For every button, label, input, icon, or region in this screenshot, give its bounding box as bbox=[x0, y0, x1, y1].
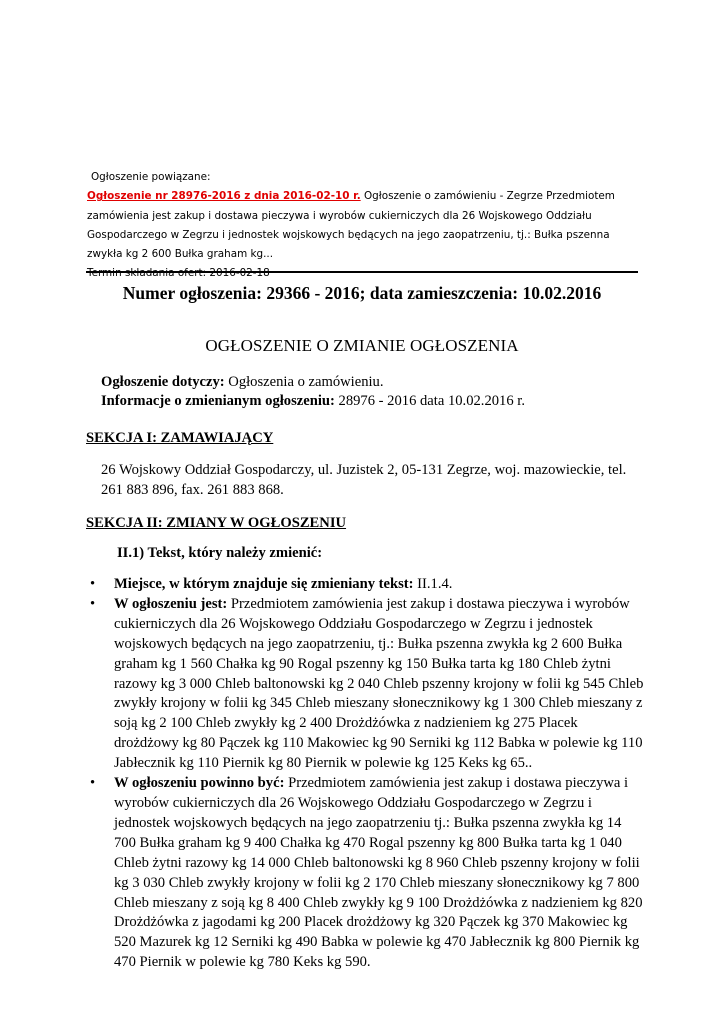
related-label: Ogłoszenie powiązane: bbox=[91, 171, 211, 183]
related-notice bbox=[87, 168, 647, 284]
section-2-heading: SEKCJA II: ZMIANY W OGŁOSZENIU bbox=[86, 515, 347, 531]
item-text: Przedmiotem zamówienia jest zakup i dostawa pieczywa i wyrobów cukierniczych dla 26 Wojskowego Oddziału Gospodarczego w Zegrzu i jednostek wojskowych będących na jego zaopatrzeniu, tj.: Bułka pszenna zwykła kg 2 600 Bułka graham kg 1 560 Chałka kg 90 Rogal pszenny kg 150 Bułka tarta kg 180 Chleb żytni razowy kg 3 000 Chleb baltonowski kg 2 040 Chleb pszenny krojony w folii kg 545 Chleb zwykły krojony w folii kg 345 Chleb mieszany słonecznikowy kg 1 300 Chleb mieszany z soją kg 2 100 Chleb zwykły kg 2 400 Drożdżówka z nadzieniem kg 275 Placek drożdżowy kg 80 Pączek kg 110 Makowiec kg 90 Serniki kg 112 Babka w polewie kg 110 Jabłecznik kg 110 Piernik kg 80 Piernik w polewie kg 125 Keks kg 65.. bbox=[114, 595, 644, 772]
notice-info bbox=[101, 373, 641, 410]
subsection-heading: II.1) Tekst, który należy zmienić: bbox=[117, 545, 323, 561]
changed-notice-info bbox=[101, 392, 641, 411]
related-notice-link[interactable]: Ogłoszenie nr 28976-2016 z dnia 2016-02-10 r. bbox=[87, 190, 361, 203]
notice-concerns-label: Ogłoszenie dotyczy: bbox=[101, 374, 225, 390]
changes-list bbox=[86, 575, 646, 973]
related-deadline: Termin składania ofert: 2016-02-18 bbox=[87, 267, 270, 280]
notice-concerns bbox=[101, 373, 641, 392]
item-label: Miejsce, w którym znajduje się zmieniany tekst: bbox=[114, 576, 414, 592]
page-title: OGŁOSZENIE O ZMIANIE OGŁOSZENIA bbox=[205, 336, 519, 355]
bullet-icon: • bbox=[90, 775, 96, 792]
related-body bbox=[87, 187, 647, 264]
changed-notice-info-value: 28976 - 2016 data 10.02.2016 r. bbox=[338, 392, 525, 409]
section-1-heading: SEKCJA I: ZAMAWIAJĄCY bbox=[86, 430, 274, 446]
notice-concerns-value: Ogłoszenia o zamówieniu. bbox=[228, 374, 384, 390]
list-item bbox=[86, 575, 646, 595]
contracting-authority-address: 26 Wojskowy Oddział Gospodarczy, ul. Juzistek 2, 05-131 Zegrze, woj. mazowieckie, tel. 261 883 896, fax. 261 883 868. bbox=[101, 462, 627, 498]
item-label: W ogłoszeniu powinno być: bbox=[114, 775, 285, 792]
related-summary: Ogłoszenie o zamówieniu - Zegrze Przedmiotem zamówienia jest zakup i dostawa pieczywa i wyrobów cukierniczych dla 26 Wojskowego Oddziału Gospodarczego w Zegrzu i jednostek wojskowych będących na jego zaopatrzeniu, tj.: Bułka pszenna zwykła kg 2 600 Bułka graham kg... bbox=[87, 190, 615, 261]
list-item bbox=[86, 595, 646, 774]
notice-number: Numer ogłoszenia: 29366 - 2016; data zamieszczenia: 10.02.2016 bbox=[122, 283, 602, 303]
divider bbox=[86, 271, 638, 273]
bullet-icon: • bbox=[90, 576, 96, 592]
item-text: II.1.4. bbox=[417, 576, 453, 592]
changed-notice-info-label: Informacje o zmienianym ogłoszeniu: bbox=[101, 392, 335, 409]
item-label: W ogłoszeniu jest: bbox=[114, 595, 228, 612]
list-item bbox=[86, 774, 646, 973]
item-text: Przedmiotem zamówienia jest zakup i dostawa pieczywa i wyrobów cukierniczych dla 26 Wojskowego Oddziału Gospodarczego w Zegrzu i jednostek wojskowych będących na jego zaopatrzeniu tj.: Bułka pszenna zwykła kg 14 700 Bułka graham kg 9 400 Chałka kg 470 Rogal pszenny kg 800 Bułka tarta kg 1 040 Chleb żytni razowy kg 14 000 Chleb baltonowski kg 8 960 Chleb pszenny krojony w folii kg 3 030 Chleb zwykły krojony w folii kg 2 170 Chleb mieszany słonecznikowy kg 7 800 Chleb mieszany z soją kg 8 400 Chleb zwykły kg 9 100 Drożdżówka z nadzieniem kg 820 Drożdżówka z jagodami kg 200 Placek drożdżowy kg 320 Pączek kg 370 Makowiec kg 520 Mazurek kg 12 Serniki kg 490 Babka w polewie kg 470 Jabłecznik kg 800 Piernik kg 470 Piernik w polewie kg 780 Keks kg 590. bbox=[114, 775, 643, 971]
bullet-icon: • bbox=[90, 595, 96, 612]
